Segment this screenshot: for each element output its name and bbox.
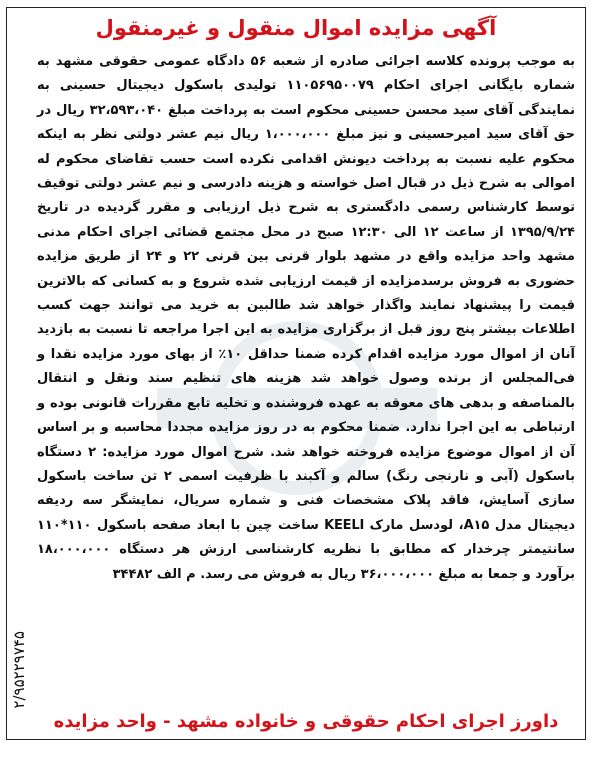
notice-title: آگهی مزایده اموال منقول و غیرمنقول — [95, 16, 497, 40]
reference-number: ۲/۹۵۲۲۹۷۴۵ — [10, 631, 28, 709]
notice-body: به موجب پرونده کلاسه اجرائی صادره از شعبه ۵۶ دادگاه عمومی حقوقی مشهد به شماره بایگانی اجرای احکام ۱۱۰۵۶۹۵۰۰۷۹ تولیدی باسکول دیجیتال حسینی به نمایندگی آقای سید محسن حسینی محکوم است به پرداخت مبلغ ۳۲،۵۹۳،۰۴۰ ریال در حق آقای سید امیرحسینی و نیز مبلغ ۱،۰۰۰،۰۰۰ ریال نیم عشر دولتی نظر به اینکه محکوم علیه نسبت به پرداخت دیونش اقدامی نکرده است حسب تقاضای محکوم له اموالی به شرح ذیل در قبال اصل خواسته و هزینه دادرسی و نیم عشر دولتی توقیف توسط کارشناس رسمی دادگستری به شرح ذیل ارزیابی و مقرر گردیده در تاریخ ۱۳۹۵/۹/۲۴ از ساعت ۱۲ الی ۱۲:۳۰ صبح در محل مجتمع قضائی اجرای احکام مدنی مشهد واحد مزایده واقع در مشهد بلوار قرنی بین قرنی ۲۲ و ۲۴ از طریق مزایده حضوری به فروش برسدمزایده از قیمت ارزیابی شده شروع و به کسانی که بالاترین قیمت را پیشنهاد نمایند واگذار خواهد شد طالبین به خرید می توانند جهت کسب اطلاعات بیشتر پنج روز قبل از برگزاری مزایده به این اجرا مراجعه تا نسبت به بازدید آنان از اموال مورد مزایده اقدام کرده ضمنا حداقل ۱۰٪ از بهای مورد مزایده نقدا و فی‌المجلس از برنده وصول خواهد شد هزینه های تنظیم سند ونقل و انتقال بالمناصفه و بدهی های معوقه به عهده فروشنده و تخلیه تابع مقررات قانونی بوده و ارتباطی به این اجرا ندارد. ضمنا محکوم به در روز مزایده مجددا محاسبه و بر اساس آن از اموال موضوع مزایده فروخته خواهد شد. شرح اموال مورد مزایده: ۲ دستگاه باسکول (آبی و نارنجی رنگ) سالم و آکبند با ظرفیت اسمی ۲ تن ساخت باسکول سازی آسایش، فاقد پلاک مشخصات فنی و شماره سریال، نمایشگر سه ردیفه دیجیتال مدل A۱۵، لودسل مارک KEELI ساخت چین با ابعاد صفحه باسکول ۱۱۰*۱۱۰ سانتیمتر چرخدار که مطابق با نظریه کارشناسی ارزش هر دستگاه ۱۸،۰۰۰،۰۰۰ برآورد و جمعا به مبلغ ۳۶،۰۰۰،۰۰۰ ریال به فروش می رسد. م الف ۳۴۴۸۲ — [37, 54, 576, 582]
auction-notice — [6, 7, 586, 740]
notice-issuer: داورز اجرای احکام حقوقی و خانواده مشهد - واحد مزایده — [53, 711, 559, 732]
